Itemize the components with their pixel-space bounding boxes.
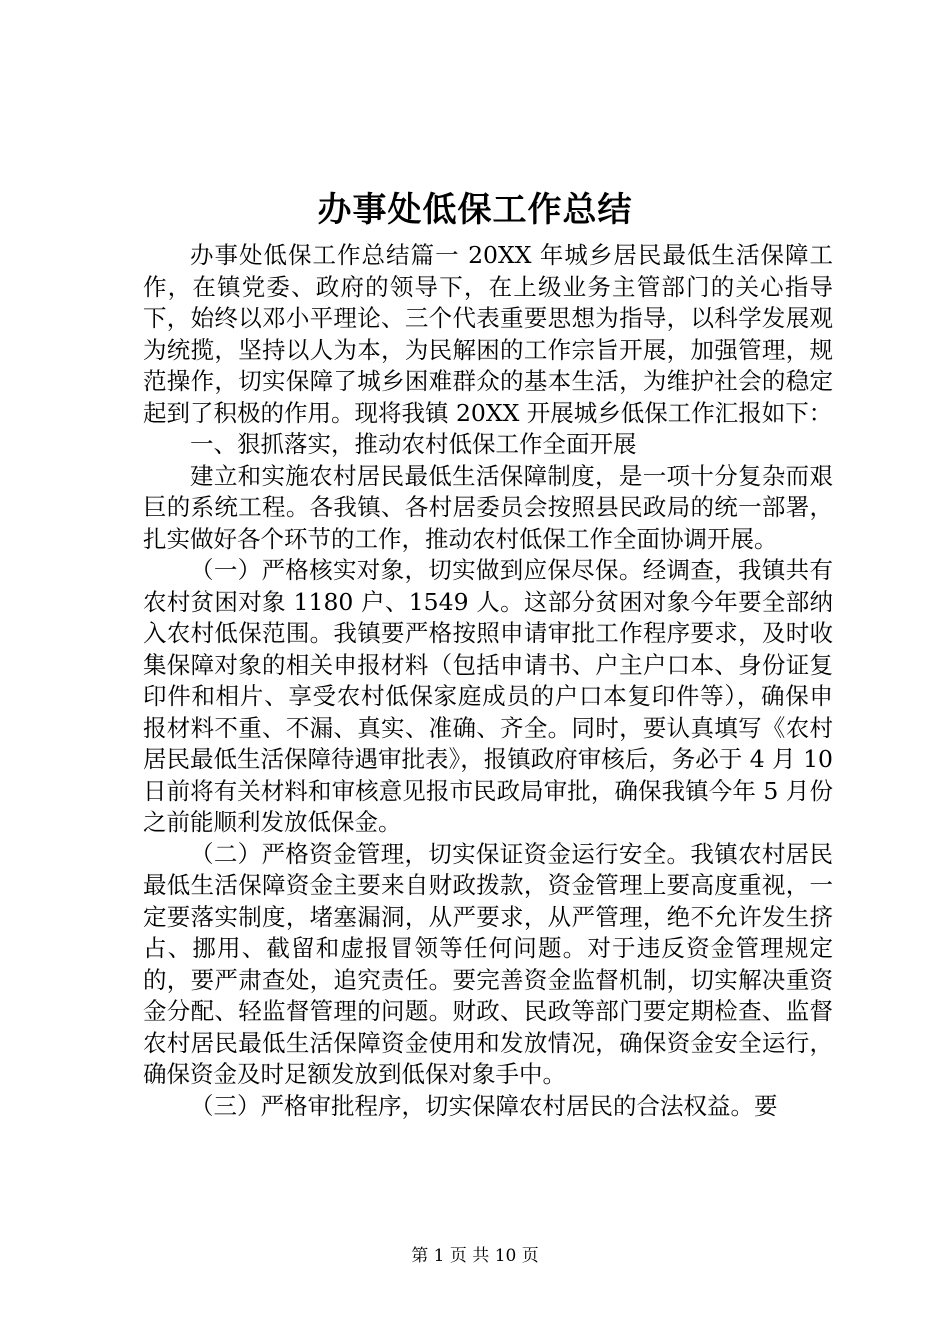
paragraph-item-2: （二）严格资金管理，切实保证资金运行安全。我镇农村居民最低生活保障资金主要来自财政拨款，资金管理上要高度重视，一定要落实制度，堵塞漏洞，从严要求，从严管理，绝不允许发生挤占、挪用、截留和虚报冒领等任何问题。对于违反资金管理规定的，要严肃查处，追究责任。要完善资金监督机制，切实解决重资金分配、轻监督管理的问题。财政、民政等部门要定期检查、监督农村居民最低生活保障资金使用和发放情况，确保资金安全运行，确保资金及时足额发放到低保对象手中。 [143,839,833,1088]
paragraph-item-3: （三）严格审批程序，切实保障农村居民的合法权益。要 [190,1091,778,1120]
page-footer: 第 1 页 共 10 页 [411,1246,539,1266]
section-heading-1: 一、狠抓落实，推动农村低保工作全面开展 [190,430,637,458]
paragraph-section-1: 建立和实施农村居民最低生活保障制度，是一项十分复杂而艰巨的系统工程。各我镇、各村居委员会按照县民政局的统一部署，扎实做好各个环节的工作，推动农村低保工作全面协调开展。 [143,461,833,553]
paragraph-item-1: （一）严格核实对象，切实做到应保尽保。经调查，我镇共有农村贫困对象 1180 户、1549 人。这部分贫困对象今年要全部纳入农村低保范围。我镇要严格按照申请审批工作程序要求，及时收集保障对象的相关申报材料（包括申请书、户主户口本、身份证复印件和相片、享受农村低保家庭成员的户口本复印件等），确保申报材料不重、不漏、真实、准确、齐全。同时，要认真填写《农村居民最低生活保障待遇审批表》，报镇政府审核后，务必于 4 月 10 日前将有关材料和审核意见报市民政局审批，确保我镇今年 5 月份之前能顺利发放低保金。 [143,556,834,836]
paragraph-intro: 办事处低保工作总结篇一 20XX 年城乡居民最低生活保障工作，在镇党委、政府的领导下，在上级业务主管部门的关心指导下，始终以邓小平理论、三个代表重要思想为指导，以科学发展观为统揽，坚持以人为本，为民解困的工作宗旨开展，加强管理，规范操作，切实保障了城乡困难群众的基本生活，为维护社会的稳定起到了积极的作用。现将我镇 20XX 开展城乡低保工作汇报如下： [143,241,833,427]
document-body [143,240,833,1122]
document-title: 办事处低保工作总结 [317,190,633,230]
